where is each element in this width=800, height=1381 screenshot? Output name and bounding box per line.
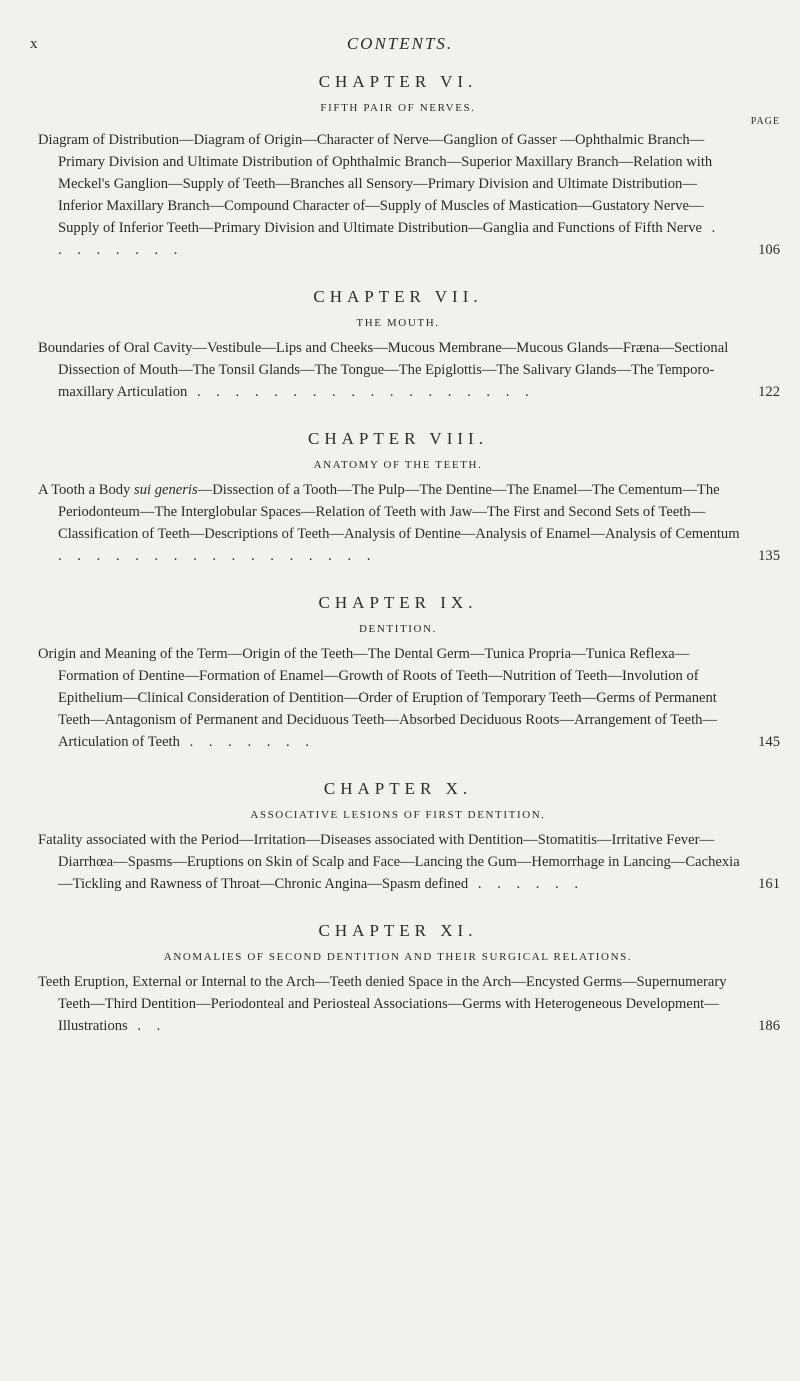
chapter-title: CHAPTER VII. xyxy=(313,287,483,306)
chapter-entries xyxy=(38,971,780,1037)
dot-leaders: . . . . . . . . . . . . . . . . . xyxy=(58,548,377,564)
chapter-entries xyxy=(38,337,780,403)
page-reference: 135 xyxy=(758,548,780,564)
entries-text-lead: A Tooth a Body xyxy=(38,482,135,498)
entries-text: Teeth Eruption, External or Internal to the Arch—Teeth denied Space in the Arch—Encysted Germs—Supernumerary Teeth—Third Dentition—Periodonteal and Periosteal Associations—Germs with Heterogeneous Development—Illustrations xyxy=(38,974,727,1034)
entries-text: —Dissection of a Tooth—The Pulp—The Dentine—The Enamel—The Cementum—The Periodonteum—The Interglobular Spaces—Relation of Teeth with Jaw—The First and Second Sets of Teeth—Classification of Teeth—Descriptions of Teeth—Analysis of Dentine—Analysis of Enamel—Analysis of Cementum xyxy=(58,482,740,542)
page-reference: 106 xyxy=(758,242,780,258)
entries-text: Diagram of Distribution—Diagram of Origin—Character of Nerve—Ganglion of Gasser —Ophthalmic Branch—Primary Division and Ultimate Distribution of Ophthalmic Branch—Superior Maxillary Branch—Relation with Meckel's Ganglion—Supply of Teeth—Branches all Sensory—Primary Division and Ultimate Distribution—Inferior Maxillary Branch—Compound Character of—Supply of Muscles of Mastication—Gustatory Nerve—Supply of Inferior Teeth—Primary Division and Ultimate Distribution—Ganglia and Functions of Fifth Nerve xyxy=(38,132,713,236)
chapter-title: CHAPTER IX. xyxy=(318,593,478,612)
running-title: CONTENTS. xyxy=(346,34,454,53)
chapter-entries xyxy=(38,479,780,567)
chapter-title: CHAPTER VIII. xyxy=(308,429,488,448)
entries-italic-phrase: sui generis xyxy=(134,482,198,498)
chapter-entries xyxy=(38,643,780,753)
chapter-entries xyxy=(38,129,780,261)
contents-body xyxy=(38,72,780,1063)
chapter-subtitle: FIFTH PAIR OF NERVES. xyxy=(320,102,476,114)
chapter-11 xyxy=(38,921,780,1037)
chapter-9 xyxy=(38,593,780,753)
page-reference: 145 xyxy=(758,734,780,750)
dot-leaders: . . . . . . . . xyxy=(58,220,722,258)
chapter-subtitle: ASSOCIATIVE LESIONS OF FIRST DENTITION. xyxy=(250,809,546,821)
page-column-label: PAGE xyxy=(750,116,780,127)
chapter-8 xyxy=(38,429,780,567)
dot-leaders: . . . . . . . . . . . . . . . . . . xyxy=(187,384,535,400)
dot-leaders: . . . . . . xyxy=(468,876,584,892)
chapter-7 xyxy=(38,287,780,403)
entries-text: Boundaries of Oral Cavity—Vestibule—Lips and Cheeks—Mucous Membrane—Mucous Glands—Fræna—Sectional Dissection of Mouth—The Tonsil Glands—The Tongue—The Epiglottis—The Salivary Glands—The Temporo-maxillary Articulation xyxy=(38,340,729,400)
dot-leaders: . . xyxy=(127,1018,167,1034)
page-reference: 161 xyxy=(758,876,780,892)
chapter-10 xyxy=(38,779,780,895)
page-reference: 122 xyxy=(758,384,780,400)
chapter-entries xyxy=(38,829,780,895)
chapter-title: CHAPTER X. xyxy=(323,779,473,798)
chapter-6 xyxy=(38,72,780,261)
chapter-subtitle: ANOMALIES OF SECOND DENTITION AND THEIR SURGICAL RELATIONS. xyxy=(163,951,633,963)
entries-text: Origin and Meaning of the Term—Origin of the Teeth—The Dental Germ—Tunica Propria—Tunica Reflexa—Formation of Dentine—Formation of Enamel—Growth of Roots of Teeth—Nutrition of Teeth—Involution of Epithelium—Clinical Consideration of Dentition—Order of Eruption of Temporary Teeth—Germs of Permanent Teeth—Antagonism of Permanent and Deciduous Teeth—Absorbed Deciduous Roots—Arrangement of Teeth—Articulation of Teeth xyxy=(38,646,718,750)
chapter-title: CHAPTER VI. xyxy=(318,72,478,91)
chapter-subtitle: THE MOUTH. xyxy=(356,317,440,329)
page-reference: 186 xyxy=(758,1018,780,1034)
entries-text: Fatality associated with the Period—Irritation—Diseases associated with Dentition—Stomatitis—Irritative Fever—Diarrhœa—Spasms—Eruptions on Skin of Scalp and Face—Lancing the Gum—Hemorrhage in Lancing—Cachexia—Tickling and Rawness of Throat—Chronic Angina—Spasm defined xyxy=(38,832,740,892)
chapter-title: CHAPTER XI. xyxy=(318,921,478,940)
chapter-subtitle: ANATOMY OF THE TEETH. xyxy=(313,459,483,471)
chapter-subtitle: DENTITION. xyxy=(358,623,437,635)
page-number: x xyxy=(30,36,39,52)
dot-leaders: . . . . . . . xyxy=(179,734,315,750)
